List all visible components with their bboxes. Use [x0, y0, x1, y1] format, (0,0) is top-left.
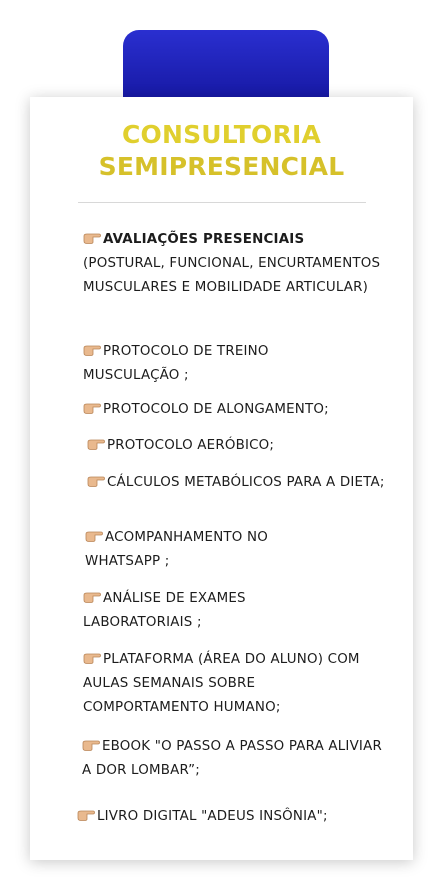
pointing-hand-icon	[83, 653, 101, 664]
title-line-1: CONSULTORIA	[121, 120, 322, 149]
list-item-livro-digital	[77, 805, 407, 829]
item-text: EBOOK "O PASSO A PASSO PARA ALIVIAR A DOR LOMBAR”;	[82, 739, 382, 778]
list-item-plataforma	[83, 648, 383, 720]
item-text: PLATAFORMA (ÁREA DO ALUNO) COM AULAS SEMANAIS SOBRE COMPORTAMENTO HUMANO;	[83, 652, 360, 715]
pointing-hand-icon	[87, 439, 105, 450]
pointing-hand-icon	[83, 592, 101, 603]
item-text: LIVRO DIGITAL "ADEUS INSÔNIA";	[97, 809, 328, 824]
service-card	[30, 97, 413, 860]
item-text: PROTOCOLO DE TREINO MUSCULAÇÃO ;	[83, 344, 269, 383]
pointing-hand-icon	[83, 403, 101, 414]
item-text: ACOMPANHAMENTO NO WHATSAPP ;	[85, 530, 268, 569]
item-text: PROTOCOLO DE ALONGAMENTO;	[103, 402, 329, 417]
item-bold-label: AVALIAÇÕES PRESENCIAIS	[103, 232, 305, 247]
title-line-2: SEMIPRESENCIAL	[98, 152, 345, 181]
item-text: CÁLCULOS METABÓLICOS PARA A DIETA;	[107, 475, 385, 490]
list-item-exames	[83, 587, 323, 635]
list-item-alongamento	[83, 398, 393, 422]
item-text: PROTOCOLO AERÓBICO;	[107, 438, 275, 453]
pointing-hand-icon	[82, 740, 100, 751]
item-text: (POSTURAL, FUNCIONAL, ENCURTAMENTOS MUSCULARES E MOBILIDADE ARTICULAR)	[83, 256, 381, 295]
list-item-aerobico	[87, 434, 387, 458]
pointing-hand-icon	[85, 531, 103, 542]
pointing-hand-icon	[83, 345, 101, 356]
divider	[78, 202, 366, 203]
list-item-ebook	[82, 735, 382, 783]
pointing-hand-icon	[83, 233, 101, 244]
list-item-avaliacoes	[83, 228, 383, 300]
list-item-whatsapp	[85, 526, 325, 574]
item-text: ANÁLISE DE EXAMES LABORATORIAIS ;	[83, 591, 246, 630]
card-title	[30, 119, 413, 183]
list-item-calculos	[87, 471, 407, 495]
list-item-protocolo-treino	[83, 340, 323, 388]
pointing-hand-icon	[87, 476, 105, 487]
pointing-hand-icon	[77, 810, 95, 821]
